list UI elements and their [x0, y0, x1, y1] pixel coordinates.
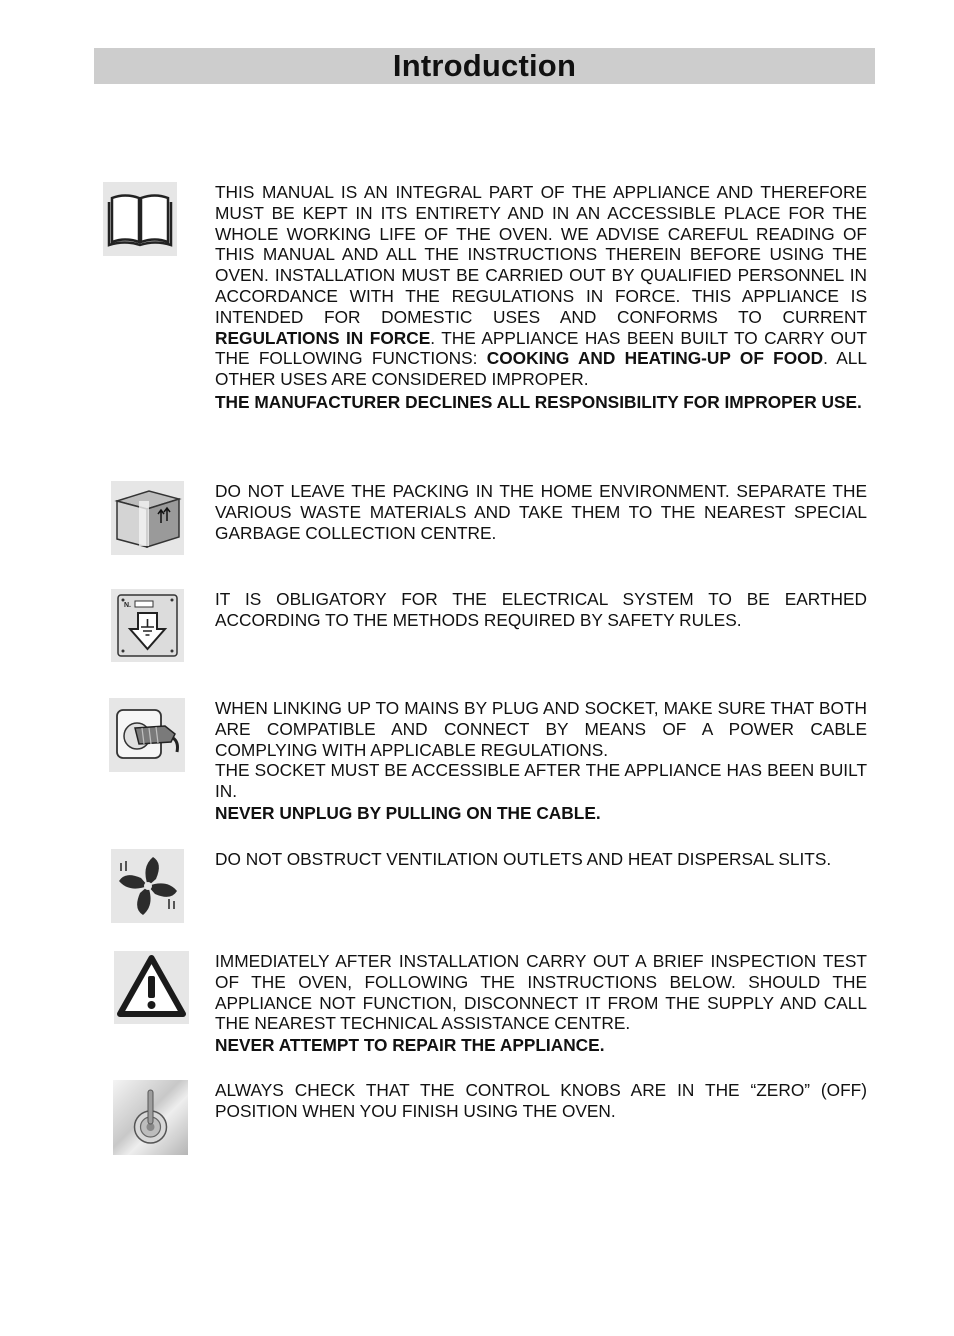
warning-triangle-icon	[114, 951, 189, 1024]
packing-box-icon	[111, 481, 184, 555]
inspection-text: IMMEDIATELY AFTER INSTALLATION CARRY OUT A BRIEF INSPECTION TEST OF THE OVEN, FOLLOWING THE INSTRUCTIONS BELOW. SHOULD THE APPLIANCE NOT FUNCTION, DISCONNECT IT FROM THE SUPPLY AND CALL THE NEAREST TECHNICAL ASSISTANCE CENTRE.	[215, 951, 867, 1034]
manual-book-icon	[103, 182, 177, 256]
plug-socket-icon	[109, 698, 185, 772]
plug-compatibility-text: WHEN LINKING UP TO MAINS BY PLUG AND SOCKET, MAKE SURE THAT BOTH ARE COMPATIBLE AND CONNECT BY MEANS OF A POWER CABLE COMPLYING WITH APPLICABLE REGULATIONS.	[215, 698, 867, 760]
page-title-bar	[94, 48, 875, 84]
functions-emphasis: COOKING AND HEATING-UP OF FOOD	[486, 348, 824, 369]
ventilation-fan-icon	[111, 849, 184, 923]
regulations-emphasis: REGULATIONS IN FORCE	[215, 327, 431, 348]
repair-warning: NEVER ATTEMPT TO REPAIR THE APPLIANCE.	[215, 1035, 605, 1056]
packing-text: DO NOT LEAVE THE PACKING IN THE HOME ENVIRONMENT. SEPARATE THE VARIOUS WASTE MATERIALS AND TAKE THEM TO THE NEAREST SPECIAL GARBAGE COLLECTION CENTRE.	[215, 481, 867, 543]
plug-text-block	[215, 698, 867, 824]
socket-access-text: THE SOCKET MUST BE ACCESSIBLE AFTER THE APPLIANCE HAS BEEN BUILT IN.	[215, 760, 867, 802]
earth-label: N.	[124, 602, 131, 609]
earthing-text: IT IS OBLIGATORY FOR THE ELECTRICAL SYSTEM TO BE EARTHED ACCORDING TO THE METHODS REQUIRED BY SAFETY RULES.	[215, 589, 867, 630]
manufacturer-disclaimer: THE MANUFACTURER DECLINES ALL RESPONSIBILITY FOR IMPROPER USE.	[215, 391, 862, 412]
manual-paragraph: THIS MANUAL IS AN INTEGRAL PART OF THE APPLIANCE AND THEREFORE MUST BE KEPT IN ITS ENTIRETY AND IN AN ACCESSIBLE PLACE FOR THE WHOLE WORKING LIFE OF THE OVEN. WE ADVISE CAREFUL READING OF THIS MANUAL AND ALL THE INSTRUCTIONS THEREIN BEFORE USING THE OVEN. INSTALLATION MUST BE CARRIED OUT BY QUALIFIED PERSONNEL IN ACCORDANCE WITH THE REGULATIONS IN FORCE. THIS APPLIANCE IS INTENDED FOR DOMESTIC USES AND CONFORMS TO CURRENT REGULATIONS IN FORCE. THE APPLIANCE HAS BEEN BUILT TO CARRY OUT THE FOLLOWING FUNCTIONS: COOKING AND HEATING-UP OF FOOD. ALL OTHER USES ARE CONSIDERED IMPROPER.	[215, 182, 868, 390]
inspection-text-block	[215, 951, 867, 1056]
manual-text-block	[215, 182, 867, 413]
ventilation-text: DO NOT OBSTRUCT VENTILATION OUTLETS AND HEAT DISPERSAL SLITS.	[215, 849, 832, 869]
knob-text: ALWAYS CHECK THAT THE CONTROL KNOBS ARE IN THE “ZERO” (OFF) POSITION WHEN YOU FINISH USING THE OVEN.	[215, 1080, 867, 1121]
page-title: Introduction	[392, 48, 577, 83]
control-knob-icon	[113, 1080, 188, 1155]
unplug-warning: NEVER UNPLUG BY PULLING ON THE CABLE.	[215, 802, 601, 823]
earth-ground-icon	[111, 589, 184, 662]
